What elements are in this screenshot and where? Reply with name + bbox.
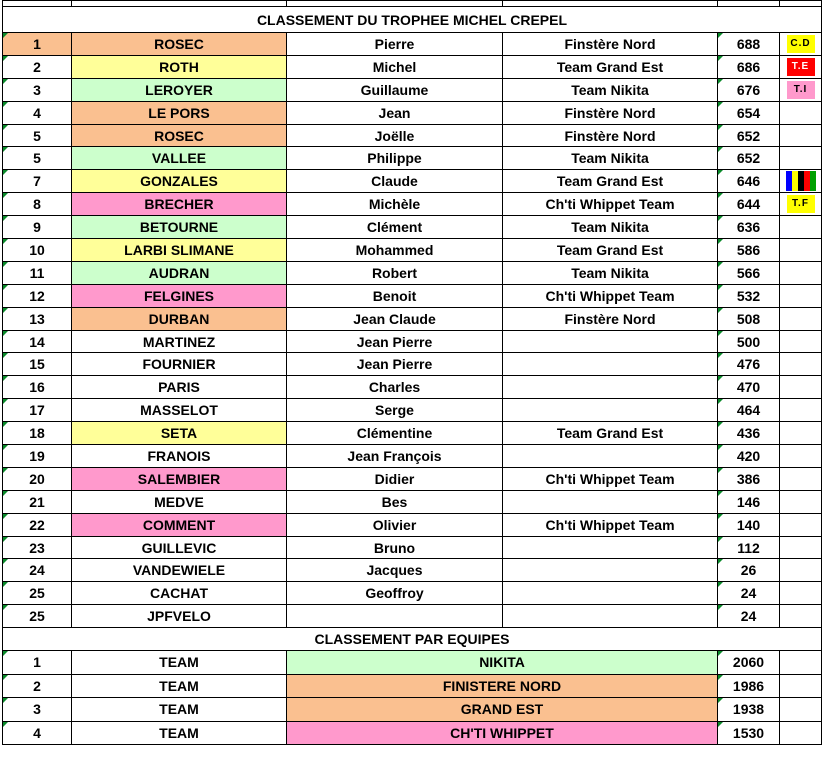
prenom-cell[interactable]: Joëlle: [287, 124, 503, 147]
ranking-row: [3, 261, 822, 284]
main-title[interactable]: CLASSEMENT DU TROPHEE MICHEL CREPEL: [3, 7, 822, 33]
team-cell[interactable]: Ch'ti Whippet Team: [503, 193, 718, 216]
rank-cell[interactable]: 5: [3, 147, 72, 170]
award-cell[interactable]: [780, 78, 822, 101]
nom-cell[interactable]: DURBAN: [72, 307, 287, 330]
rank-cell[interactable]: 15: [3, 353, 72, 376]
nom-cell[interactable]: MARTINEZ: [72, 330, 287, 353]
ranking-row: [3, 330, 822, 353]
prenom-cell[interactable]: Philippe: [287, 147, 503, 170]
team-cell[interactable]: [503, 330, 718, 353]
award-cell[interactable]: [780, 216, 822, 239]
team-cell[interactable]: Finstère Nord: [503, 124, 718, 147]
team-cell[interactable]: Finstère Nord: [503, 33, 718, 56]
award-cell[interactable]: [780, 445, 822, 468]
team-row: [3, 651, 822, 675]
award-cell[interactable]: [780, 55, 822, 78]
award-badge: T.I: [787, 81, 815, 99]
points-cell[interactable]: 686: [718, 55, 780, 78]
team-cell[interactable]: [503, 605, 718, 628]
rank-cell[interactable]: 23: [3, 536, 72, 559]
team-title[interactable]: CLASSEMENT PAR EQUIPES: [3, 628, 822, 651]
points-cell[interactable]: 688: [718, 33, 780, 56]
ranking-row: [3, 78, 822, 101]
nom-cell[interactable]: GUILLEVIC: [72, 536, 287, 559]
team-rank-cell[interactable]: 2: [3, 674, 72, 698]
rank-cell[interactable]: 5: [3, 124, 72, 147]
points-cell[interactable]: 652: [718, 124, 780, 147]
rank-cell[interactable]: 16: [3, 376, 72, 399]
team-label-cell[interactable]: TEAM: [72, 651, 287, 675]
team-cell[interactable]: Ch'ti Whippet Team: [503, 284, 718, 307]
team-cell[interactable]: Team Grand Est: [503, 170, 718, 193]
ranking-row: [3, 582, 822, 605]
points-cell[interactable]: 644: [718, 193, 780, 216]
points-cell[interactable]: 652: [718, 147, 780, 170]
nom-cell[interactable]: VALLEE: [72, 147, 287, 170]
rank-cell[interactable]: 12: [3, 284, 72, 307]
team-cell[interactable]: [503, 582, 718, 605]
ranking-row: [3, 101, 822, 124]
prenom-cell[interactable]: Serge: [287, 399, 503, 422]
team-name-cell[interactable]: GRAND EST: [287, 698, 718, 722]
rank-cell[interactable]: 22: [3, 513, 72, 536]
award-cell[interactable]: [780, 536, 822, 559]
team-extra-cell[interactable]: [780, 721, 822, 745]
nom-cell[interactable]: ROSEC: [72, 124, 287, 147]
points-cell[interactable]: 464: [718, 399, 780, 422]
prenom-cell[interactable]: [287, 605, 503, 628]
team-cell[interactable]: Finstère Nord: [503, 307, 718, 330]
nom-cell[interactable]: CACHAT: [72, 582, 287, 605]
team-points-cell[interactable]: 1938: [718, 698, 780, 722]
rank-cell[interactable]: 17: [3, 399, 72, 422]
award-cell[interactable]: [780, 399, 822, 422]
team-row: [3, 698, 822, 722]
award-cell[interactable]: [780, 376, 822, 399]
prenom-cell[interactable]: Charles: [287, 376, 503, 399]
ranking-row: [3, 216, 822, 239]
points-cell[interactable]: 420: [718, 445, 780, 468]
ranking-row: [3, 513, 822, 536]
team-label-cell[interactable]: TEAM: [72, 698, 287, 722]
team-label-cell[interactable]: TEAM: [72, 674, 287, 698]
prenom-cell[interactable]: Claude: [287, 170, 503, 193]
rank-cell[interactable]: 10: [3, 239, 72, 262]
award-cell[interactable]: [780, 582, 822, 605]
ranking-row: [3, 559, 822, 582]
points-cell[interactable]: 532: [718, 284, 780, 307]
award-cell[interactable]: [780, 559, 822, 582]
rank-cell[interactable]: 1: [3, 33, 72, 56]
team-extra-cell[interactable]: [780, 651, 822, 675]
rank-cell[interactable]: 7: [3, 170, 72, 193]
prenom-cell[interactable]: Bes: [287, 490, 503, 513]
team-row: [3, 674, 822, 698]
team-title-row: [3, 628, 822, 651]
nom-cell[interactable]: VANDEWIELE: [72, 559, 287, 582]
award-cell[interactable]: [780, 422, 822, 445]
team-cell[interactable]: [503, 559, 718, 582]
team-points-cell[interactable]: 1986: [718, 674, 780, 698]
prenom-cell[interactable]: Bruno: [287, 536, 503, 559]
ranking-row: [3, 353, 822, 376]
team-cell[interactable]: [503, 536, 718, 559]
prenom-cell[interactable]: Olivier: [287, 513, 503, 536]
award-cell[interactable]: [780, 353, 822, 376]
nom-cell[interactable]: GONZALES: [72, 170, 287, 193]
rank-cell[interactable]: 19: [3, 445, 72, 468]
team-label-cell[interactable]: TEAM: [72, 721, 287, 745]
ranking-table-body: [3, 1, 822, 745]
prenom-cell[interactable]: Jean François: [287, 445, 503, 468]
prenom-cell[interactable]: Pierre: [287, 33, 503, 56]
points-cell[interactable]: 500: [718, 330, 780, 353]
nom-cell[interactable]: ROSEC: [72, 33, 287, 56]
nom-cell[interactable]: SETA: [72, 422, 287, 445]
nom-cell[interactable]: FOURNIER: [72, 353, 287, 376]
team-cell[interactable]: Team Nikita: [503, 78, 718, 101]
ranking-row: [3, 147, 822, 170]
award-cell[interactable]: [780, 284, 822, 307]
team-rank-cell[interactable]: 4: [3, 721, 72, 745]
rank-cell[interactable]: 20: [3, 467, 72, 490]
points-cell[interactable]: 146: [718, 490, 780, 513]
award-cell[interactable]: [780, 490, 822, 513]
rank-cell[interactable]: 8: [3, 193, 72, 216]
nom-cell[interactable]: LEROYER: [72, 78, 287, 101]
rank-cell[interactable]: 3: [3, 78, 72, 101]
team-cell[interactable]: Finstère Nord: [503, 101, 718, 124]
team-extra-cell[interactable]: [780, 698, 822, 722]
points-cell[interactable]: 436: [718, 422, 780, 445]
award-cell[interactable]: [780, 193, 822, 216]
ranking-row: [3, 124, 822, 147]
prenom-cell[interactable]: Robert: [287, 261, 503, 284]
team-name-cell[interactable]: FINISTERE NORD: [287, 674, 718, 698]
award-cell[interactable]: [780, 124, 822, 147]
prenom-cell[interactable]: Didier: [287, 467, 503, 490]
ranking-row: [3, 307, 822, 330]
prenom-cell[interactable]: Jean Pierre: [287, 330, 503, 353]
prenom-cell[interactable]: Clémentine: [287, 422, 503, 445]
team-cell[interactable]: [503, 445, 718, 468]
rank-cell[interactable]: 9: [3, 216, 72, 239]
ranking-row: [3, 376, 822, 399]
prenom-cell[interactable]: Mohammed: [287, 239, 503, 262]
award-cell[interactable]: [780, 261, 822, 284]
points-cell[interactable]: 26: [718, 559, 780, 582]
points-cell[interactable]: 586: [718, 239, 780, 262]
team-rank-cell[interactable]: 1: [3, 651, 72, 675]
ranking-row: [3, 33, 822, 56]
points-cell[interactable]: 470: [718, 376, 780, 399]
ranking-row: [3, 536, 822, 559]
nom-cell[interactable]: MEDVE: [72, 490, 287, 513]
ranking-row: [3, 55, 822, 78]
points-cell[interactable]: 654: [718, 101, 780, 124]
rainbow-flag-icon: [786, 171, 816, 191]
nom-cell[interactable]: BETOURNE: [72, 216, 287, 239]
rank-cell[interactable]: 21: [3, 490, 72, 513]
prenom-cell[interactable]: Jean Pierre: [287, 353, 503, 376]
team-cell[interactable]: Team Grand Est: [503, 55, 718, 78]
prenom-cell[interactable]: Michel: [287, 55, 503, 78]
award-cell[interactable]: [780, 513, 822, 536]
team-cell[interactable]: Team Nikita: [503, 261, 718, 284]
award-cell[interactable]: [780, 239, 822, 262]
team-cell[interactable]: Ch'ti Whippet Team: [503, 513, 718, 536]
points-cell[interactable]: 508: [718, 307, 780, 330]
rank-cell[interactable]: 25: [3, 582, 72, 605]
points-cell[interactable]: 112: [718, 536, 780, 559]
ranking-row: [3, 170, 822, 193]
prenom-cell[interactable]: Michèle: [287, 193, 503, 216]
team-rank-cell[interactable]: 3: [3, 698, 72, 722]
prenom-cell[interactable]: Jacques: [287, 559, 503, 582]
award-cell[interactable]: [780, 170, 822, 193]
points-cell[interactable]: 140: [718, 513, 780, 536]
ranking-row: [3, 399, 822, 422]
award-badge: T.E: [787, 58, 815, 76]
award-cell[interactable]: [780, 147, 822, 170]
prenom-cell[interactable]: Jean Claude: [287, 307, 503, 330]
points-cell[interactable]: 646: [718, 170, 780, 193]
title-row: [3, 7, 822, 33]
prenom-cell[interactable]: Clément: [287, 216, 503, 239]
rank-cell[interactable]: 4: [3, 101, 72, 124]
award-badge: C.D: [787, 35, 815, 53]
prenom-cell[interactable]: Guillaume: [287, 78, 503, 101]
nom-cell[interactable]: BRECHER: [72, 193, 287, 216]
ranking-row: [3, 605, 822, 628]
points-cell[interactable]: 24: [718, 605, 780, 628]
award-cell[interactable]: [780, 101, 822, 124]
nom-cell[interactable]: LE PORS: [72, 101, 287, 124]
rank-cell[interactable]: 13: [3, 307, 72, 330]
award-cell[interactable]: [780, 330, 822, 353]
team-cell[interactable]: Team Grand Est: [503, 239, 718, 262]
nom-cell[interactable]: COMMENT: [72, 513, 287, 536]
points-cell[interactable]: 476: [718, 353, 780, 376]
nom-cell[interactable]: MASSELOT: [72, 399, 287, 422]
ranking-row: [3, 239, 822, 262]
award-cell[interactable]: [780, 467, 822, 490]
ranking-table: [2, 0, 822, 745]
points-cell[interactable]: 24: [718, 582, 780, 605]
ranking-row: [3, 284, 822, 307]
rank-cell[interactable]: 11: [3, 261, 72, 284]
nom-cell[interactable]: LARBI SLIMANE: [72, 239, 287, 262]
rank-cell[interactable]: 25: [3, 605, 72, 628]
award-badge: T.F: [787, 195, 815, 213]
nom-cell[interactable]: SALEMBIER: [72, 467, 287, 490]
ranking-row: [3, 467, 822, 490]
award-cell[interactable]: [780, 307, 822, 330]
team-cell[interactable]: [503, 353, 718, 376]
rank-cell[interactable]: 24: [3, 559, 72, 582]
points-cell[interactable]: 676: [718, 78, 780, 101]
team-cell[interactable]: Ch'ti Whippet Team: [503, 467, 718, 490]
nom-cell[interactable]: PARIS: [72, 376, 287, 399]
rank-cell[interactable]: 18: [3, 422, 72, 445]
award-cell[interactable]: [780, 33, 822, 56]
nom-cell[interactable]: FRANOIS: [72, 445, 287, 468]
nom-cell[interactable]: JPFVELO: [72, 605, 287, 628]
ranking-row: [3, 422, 822, 445]
rank-cell[interactable]: 2: [3, 55, 72, 78]
team-cell[interactable]: [503, 490, 718, 513]
team-points-cell[interactable]: 2060: [718, 651, 780, 675]
team-cell[interactable]: Team Nikita: [503, 216, 718, 239]
prenom-cell[interactable]: Geoffroy: [287, 582, 503, 605]
ranking-row: [3, 445, 822, 468]
points-cell[interactable]: 636: [718, 216, 780, 239]
nom-cell[interactable]: ROTH: [72, 55, 287, 78]
team-cell[interactable]: Team Nikita: [503, 147, 718, 170]
prenom-cell[interactable]: Benoit: [287, 284, 503, 307]
rank-cell[interactable]: 14: [3, 330, 72, 353]
team-points-cell[interactable]: 1530: [718, 721, 780, 745]
points-cell[interactable]: 566: [718, 261, 780, 284]
team-row: [3, 721, 822, 745]
team-name-cell[interactable]: CH'TI WHIPPET: [287, 721, 718, 745]
prenom-cell[interactable]: Jean: [287, 101, 503, 124]
ranking-row: [3, 490, 822, 513]
ranking-row: [3, 193, 822, 216]
team-name-cell[interactable]: NIKITA: [287, 651, 718, 675]
team-cell[interactable]: [503, 376, 718, 399]
points-cell[interactable]: 386: [718, 467, 780, 490]
team-cell[interactable]: Team Grand Est: [503, 422, 718, 445]
team-extra-cell[interactable]: [780, 674, 822, 698]
nom-cell[interactable]: FELGINES: [72, 284, 287, 307]
team-cell[interactable]: [503, 399, 718, 422]
award-cell[interactable]: [780, 605, 822, 628]
nom-cell[interactable]: AUDRAN: [72, 261, 287, 284]
